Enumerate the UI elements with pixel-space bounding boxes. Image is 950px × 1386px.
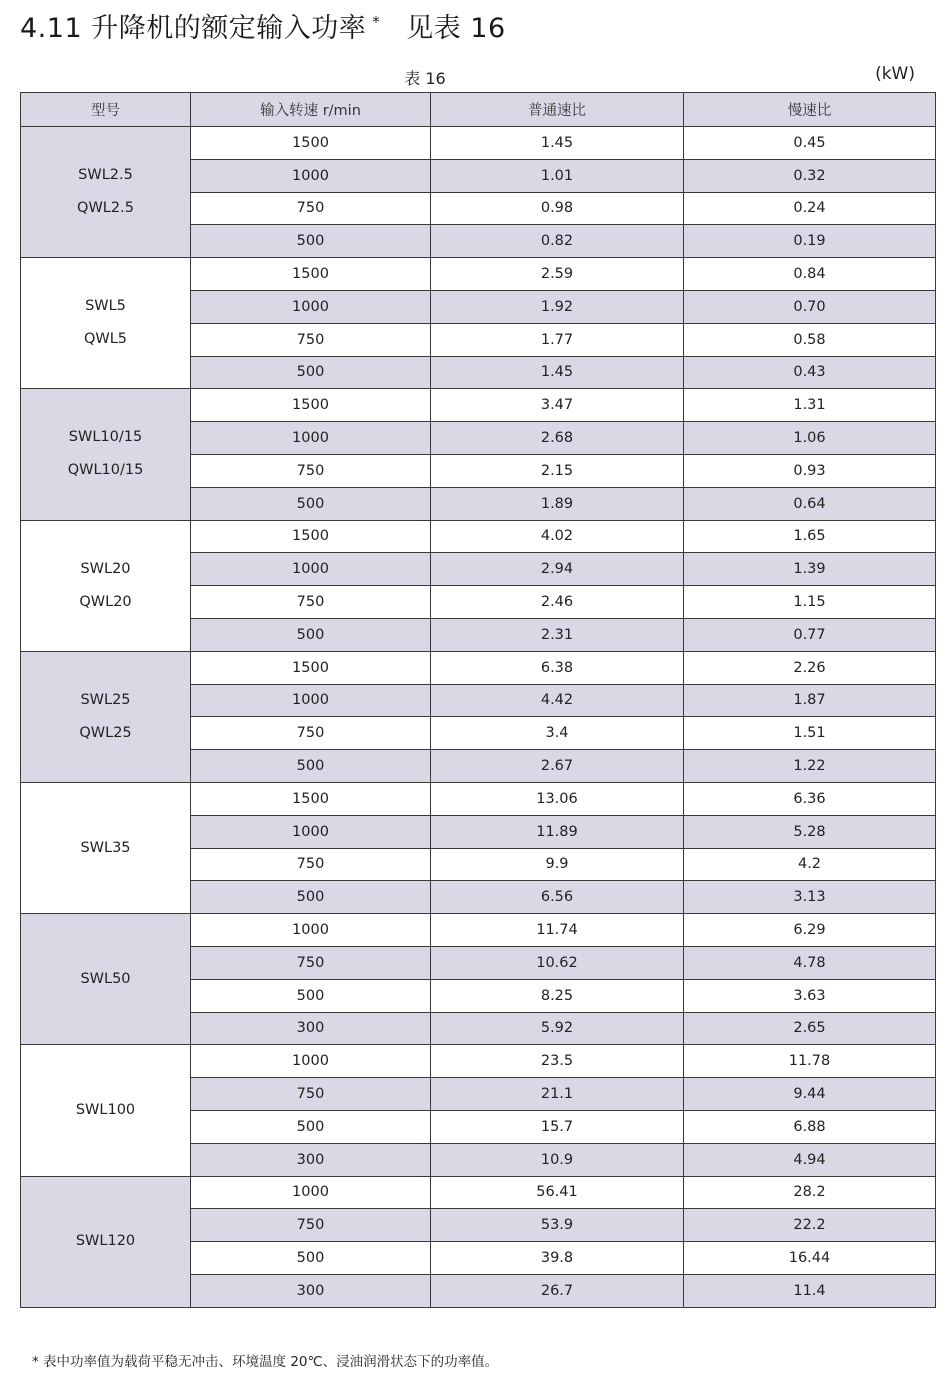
model-cell xyxy=(21,1176,191,1307)
model-name: QWL2.5 xyxy=(77,200,134,217)
header-model: 型号 xyxy=(21,93,191,127)
normal-ratio-cell: 1.45 xyxy=(431,127,684,160)
slow-ratio-cell: 2.65 xyxy=(684,1012,936,1045)
header-normal-ratio: 普通速比 xyxy=(431,93,684,127)
table-row xyxy=(21,127,936,160)
model-name: SWL25 xyxy=(80,691,131,708)
slow-ratio-cell: 0.84 xyxy=(684,258,936,291)
normal-ratio-cell: 0.98 xyxy=(431,192,684,225)
model-name: SWL50 xyxy=(80,970,131,987)
table-row xyxy=(21,651,936,684)
table-row xyxy=(21,520,936,553)
slow-ratio-cell: 6.88 xyxy=(684,1110,936,1143)
table-row xyxy=(21,1176,936,1209)
model-cell xyxy=(21,520,191,651)
input-speed-cell: 750 xyxy=(191,1078,431,1111)
input-speed-cell: 500 xyxy=(191,1110,431,1143)
input-speed-cell: 1000 xyxy=(191,1176,431,1209)
model-name: QWL5 xyxy=(83,331,128,348)
input-speed-cell: 500 xyxy=(191,225,431,258)
table-row xyxy=(21,258,936,291)
slow-ratio-cell: 4.94 xyxy=(684,1143,936,1176)
input-speed-cell: 750 xyxy=(191,323,431,356)
input-speed-cell: 300 xyxy=(191,1274,431,1307)
input-speed-cell: 1000 xyxy=(191,159,431,192)
title-text: 4.11 升降机的额定输入功率 xyxy=(20,13,367,44)
slow-ratio-cell: 16.44 xyxy=(684,1242,936,1275)
input-speed-cell: 1000 xyxy=(191,684,431,717)
input-speed-cell: 1500 xyxy=(191,127,431,160)
normal-ratio-cell: 6.38 xyxy=(431,651,684,684)
input-speed-cell: 500 xyxy=(191,979,431,1012)
input-speed-cell: 750 xyxy=(191,946,431,979)
model-name: SWL2.5 xyxy=(78,167,133,184)
slow-ratio-cell: 0.58 xyxy=(684,323,936,356)
input-speed-cell: 750 xyxy=(191,454,431,487)
normal-ratio-cell: 53.9 xyxy=(431,1209,684,1242)
normal-ratio-cell: 8.25 xyxy=(431,979,684,1012)
slow-ratio-cell: 0.64 xyxy=(684,487,936,520)
slow-ratio-cell: 6.29 xyxy=(684,914,936,947)
normal-ratio-cell: 39.8 xyxy=(431,1242,684,1275)
model-cell xyxy=(21,1045,191,1176)
input-speed-cell: 1500 xyxy=(191,782,431,815)
model-name: QWL25 xyxy=(79,724,132,741)
input-speed-cell: 750 xyxy=(191,848,431,881)
input-speed-cell: 500 xyxy=(191,750,431,783)
title-asterisk: * xyxy=(372,13,381,31)
normal-ratio-cell: 5.92 xyxy=(431,1012,684,1045)
model-name: SWL5 xyxy=(85,298,126,315)
title-table-reference: 见表 16 xyxy=(406,13,506,44)
normal-ratio-cell: 1.89 xyxy=(431,487,684,520)
input-speed-cell: 500 xyxy=(191,487,431,520)
table-unit: (kW) xyxy=(875,64,915,84)
input-speed-cell: 1500 xyxy=(191,651,431,684)
normal-ratio-cell: 0.82 xyxy=(431,225,684,258)
slow-ratio-cell: 11.4 xyxy=(684,1274,936,1307)
model-name: SWL100 xyxy=(75,1101,136,1118)
model-name: SWL10/15 xyxy=(68,429,143,446)
slow-ratio-cell: 4.2 xyxy=(684,848,936,881)
input-speed-cell: 1000 xyxy=(191,553,431,586)
normal-ratio-cell: 1.45 xyxy=(431,356,684,389)
normal-ratio-cell: 2.31 xyxy=(431,618,684,651)
normal-ratio-cell: 2.46 xyxy=(431,586,684,619)
model-cell xyxy=(21,258,191,389)
slow-ratio-cell: 1.06 xyxy=(684,422,936,455)
slow-ratio-cell: 1.51 xyxy=(684,717,936,750)
slow-ratio-cell: 22.2 xyxy=(684,1209,936,1242)
normal-ratio-cell: 2.15 xyxy=(431,454,684,487)
slow-ratio-cell: 0.19 xyxy=(684,225,936,258)
slow-ratio-cell: 3.13 xyxy=(684,881,936,914)
model-name: SWL120 xyxy=(75,1233,136,1250)
slow-ratio-cell: 5.28 xyxy=(684,815,936,848)
input-speed-cell: 1000 xyxy=(191,914,431,947)
input-speed-cell: 750 xyxy=(191,1209,431,1242)
normal-ratio-cell: 3.4 xyxy=(431,717,684,750)
model-cell xyxy=(21,127,191,258)
table-body xyxy=(21,127,936,1308)
model-name: QWL20 xyxy=(79,593,132,610)
model-cell xyxy=(21,651,191,782)
input-speed-cell: 300 xyxy=(191,1012,431,1045)
normal-ratio-cell: 11.89 xyxy=(431,815,684,848)
normal-ratio-cell: 23.5 xyxy=(431,1045,684,1078)
header-input-speed: 输入转速 r/min xyxy=(191,93,431,127)
normal-ratio-cell: 2.59 xyxy=(431,258,684,291)
input-speed-cell: 500 xyxy=(191,881,431,914)
normal-ratio-cell: 21.1 xyxy=(431,1078,684,1111)
slow-ratio-cell: 1.87 xyxy=(684,684,936,717)
slow-ratio-cell: 6.36 xyxy=(684,782,936,815)
slow-ratio-cell: 1.22 xyxy=(684,750,936,783)
input-speed-cell: 1000 xyxy=(191,815,431,848)
input-speed-cell: 1500 xyxy=(191,520,431,553)
input-speed-cell: 1000 xyxy=(191,290,431,323)
normal-ratio-cell: 15.7 xyxy=(431,1110,684,1143)
slow-ratio-cell: 1.65 xyxy=(684,520,936,553)
normal-ratio-cell: 2.68 xyxy=(431,422,684,455)
normal-ratio-cell: 10.9 xyxy=(431,1143,684,1176)
slow-ratio-cell: 4.78 xyxy=(684,946,936,979)
table-caption: 表 16 xyxy=(404,69,446,88)
model-name: SWL20 xyxy=(80,560,131,577)
slow-ratio-cell: 0.93 xyxy=(684,454,936,487)
slow-ratio-cell: 1.39 xyxy=(684,553,936,586)
slow-ratio-cell: 2.26 xyxy=(684,651,936,684)
model-cell xyxy=(21,782,191,913)
input-speed-cell: 500 xyxy=(191,618,431,651)
slow-ratio-cell: 1.15 xyxy=(684,586,936,619)
header-slow-ratio: 慢速比 xyxy=(684,93,936,127)
power-table xyxy=(20,92,936,1308)
input-speed-cell: 1000 xyxy=(191,422,431,455)
model-cell xyxy=(21,389,191,520)
table-row xyxy=(21,389,936,422)
slow-ratio-cell: 0.77 xyxy=(684,618,936,651)
slow-ratio-cell: 28.2 xyxy=(684,1176,936,1209)
slow-ratio-cell: 0.70 xyxy=(684,290,936,323)
slow-ratio-cell: 0.24 xyxy=(684,192,936,225)
normal-ratio-cell: 1.01 xyxy=(431,159,684,192)
input-speed-cell: 1000 xyxy=(191,1045,431,1078)
normal-ratio-cell: 2.67 xyxy=(431,750,684,783)
normal-ratio-cell: 3.47 xyxy=(431,389,684,422)
header-row xyxy=(21,93,936,127)
slow-ratio-cell: 0.43 xyxy=(684,356,936,389)
normal-ratio-cell: 11.74 xyxy=(431,914,684,947)
normal-ratio-cell: 6.56 xyxy=(431,881,684,914)
input-speed-cell: 300 xyxy=(191,1143,431,1176)
normal-ratio-cell: 56.41 xyxy=(431,1176,684,1209)
input-speed-cell: 750 xyxy=(191,586,431,619)
slow-ratio-cell: 1.31 xyxy=(684,389,936,422)
normal-ratio-cell: 9.9 xyxy=(431,848,684,881)
table-row xyxy=(21,914,936,947)
slow-ratio-cell: 3.63 xyxy=(684,979,936,1012)
normal-ratio-cell: 1.92 xyxy=(431,290,684,323)
input-speed-cell: 750 xyxy=(191,192,431,225)
normal-ratio-cell: 2.94 xyxy=(431,553,684,586)
normal-ratio-cell: 10.62 xyxy=(431,946,684,979)
slow-ratio-cell: 11.78 xyxy=(684,1045,936,1078)
footnote: * 表中功率值为载荷平稳无冲击、环境温度 20℃、浸油润滑状态下的功率值。 xyxy=(32,1354,499,1370)
normal-ratio-cell: 13.06 xyxy=(431,782,684,815)
input-speed-cell: 1500 xyxy=(191,389,431,422)
table-row xyxy=(21,782,936,815)
model-cell xyxy=(21,914,191,1045)
table-row xyxy=(21,1045,936,1078)
page-title xyxy=(20,6,506,45)
normal-ratio-cell: 4.42 xyxy=(431,684,684,717)
input-speed-cell: 500 xyxy=(191,1242,431,1275)
model-name: QWL10/15 xyxy=(67,462,144,479)
slow-ratio-cell: 0.45 xyxy=(684,127,936,160)
input-speed-cell: 1500 xyxy=(191,258,431,291)
input-speed-cell: 500 xyxy=(191,356,431,389)
normal-ratio-cell: 26.7 xyxy=(431,1274,684,1307)
normal-ratio-cell: 4.02 xyxy=(431,520,684,553)
slow-ratio-cell: 0.32 xyxy=(684,159,936,192)
model-name: SWL35 xyxy=(80,839,131,856)
normal-ratio-cell: 1.77 xyxy=(431,323,684,356)
input-speed-cell: 750 xyxy=(191,717,431,750)
slow-ratio-cell: 9.44 xyxy=(684,1078,936,1111)
